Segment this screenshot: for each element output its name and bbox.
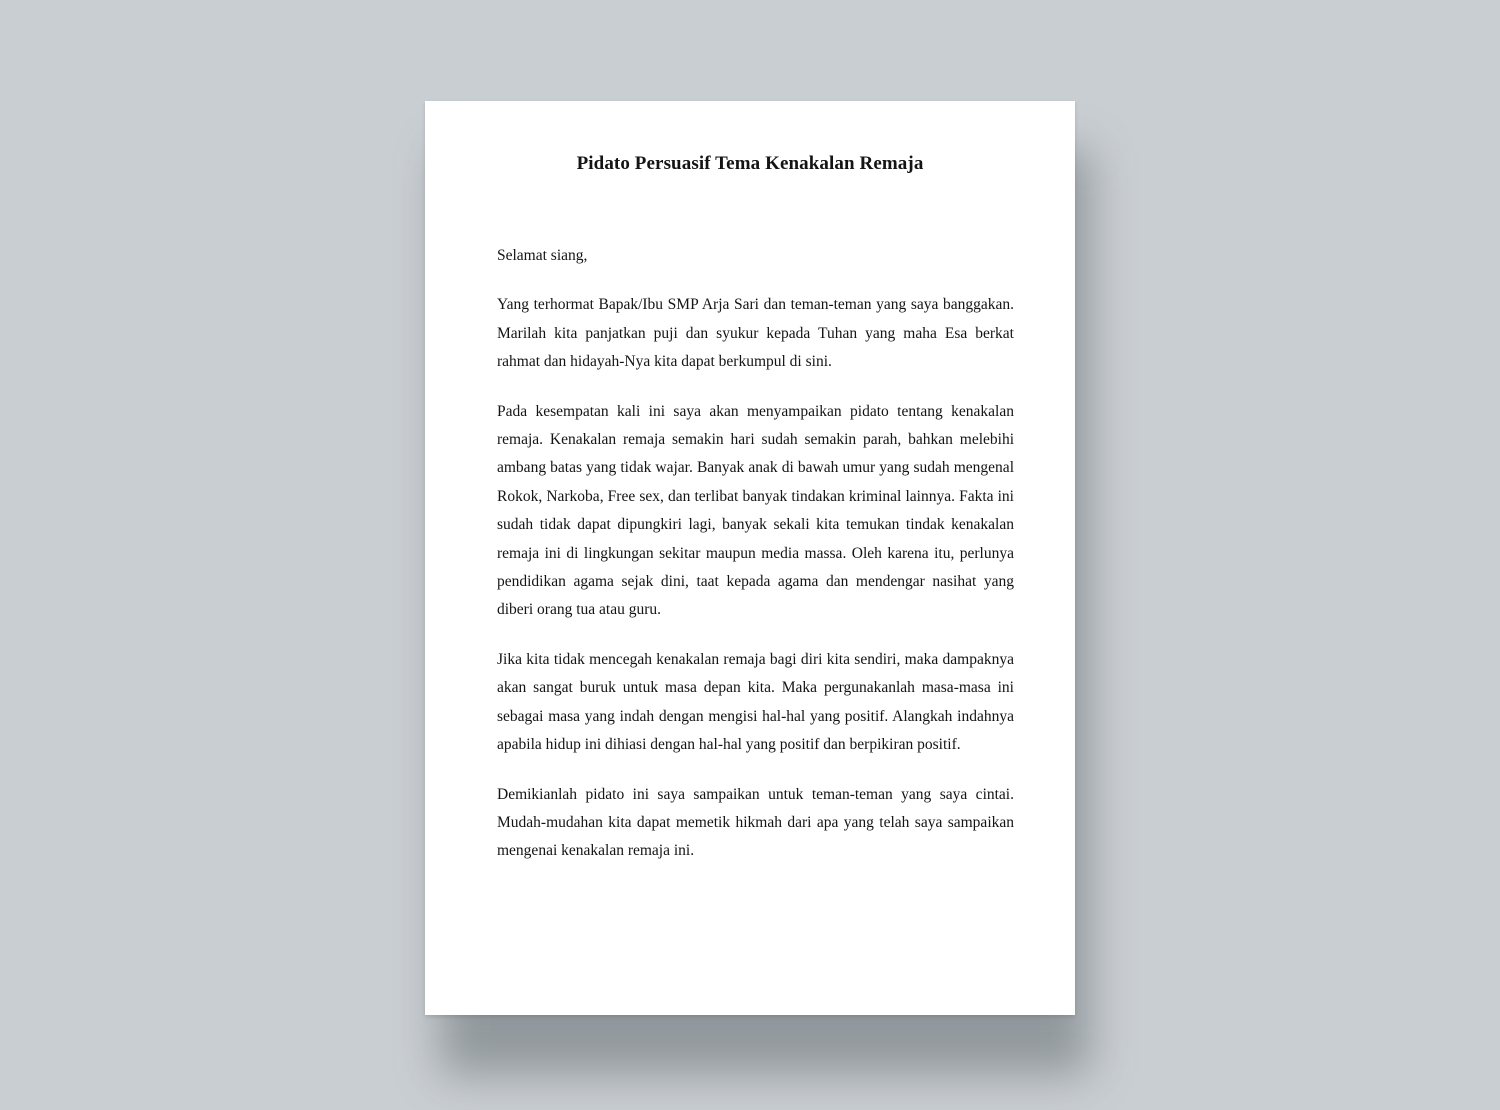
document-body (497, 242, 1014, 887)
closing-paragraph: Demikianlah pidato ini saya sampaikan untuk teman-teman yang saya cintai. Mudah-mudahan kita dapat memetik hikmah dari apa yang telah saya sampaikan mengenai kenakalan remaja ini. (497, 785, 1014, 860)
greeting-paragraph: Selamat siang, (497, 247, 588, 264)
document-page (425, 101, 1075, 1015)
opening-paragraph: Yang terhormat Bapak/Ibu SMP Arja Sari dan teman-teman yang saya banggakan. Marilah kita panjatkan puji dan syukur kepada Tuhan yang maha Esa berkat rahmat dan hidayah-Nya kita dapat berkumpul di sini. (497, 296, 1014, 371)
persuasion-paragraph: Jika kita tidak mencegah kenakalan remaja bagi diri kita sendiri, maka dampaknya akan sangat buruk untuk masa depan kita. Maka pergunakanlah masa-masa ini sebagai masa yang indah dengan mengisi hal-hal yang positif. Alangkah indahnya apabila hidup ini dihiasi dengan hal-hal yang positif dan berpikiran positif. (497, 650, 1014, 754)
document-title: Pidato Persuasif Tema Kenakalan Remaja (576, 153, 924, 174)
topic-paragraph: Pada kesempatan kali ini saya akan menyampaikan pidato tentang kenakalan remaja. Kenakalan remaja semakin hari sudah semakin parah, bahkan melebihi ambang batas yang tidak wajar. Banyak anak di bawah umur yang sudah mengenal Rokok, Narkoba, Free sex, dan terlibat banyak tindakan kriminal lainnya. Fakta ini sudah tidak dapat dipungkiri lagi, banyak sekali kita temukan tindak kenakalan remaja ini di lingkungan sekitar maupun media massa. Oleh karena itu, perlunya pendidikan agama sejak dini, taat kepada agama dan mendengar nasihat yang diberi orang tua atau guru. (497, 402, 1014, 619)
